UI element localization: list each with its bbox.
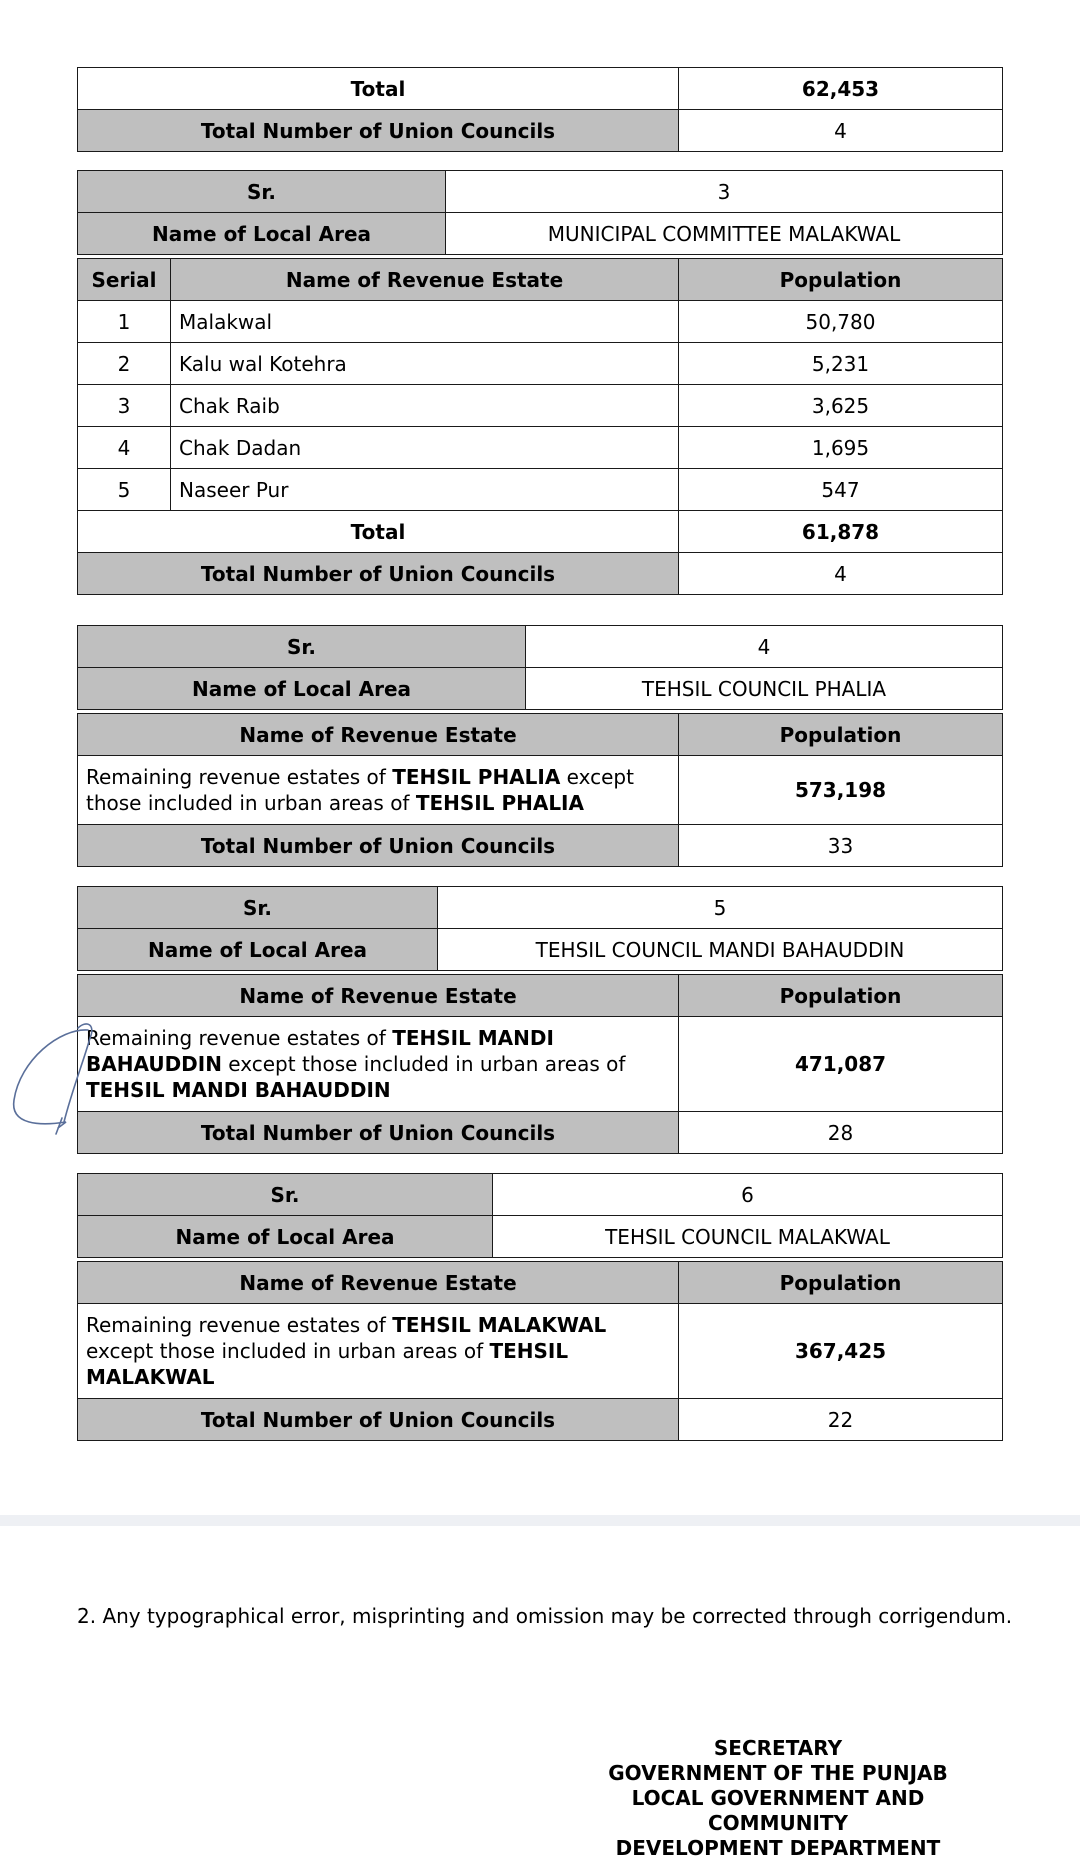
union-councils-row — [78, 1399, 1003, 1441]
estate-cell: Remaining revenue estates of TEHSIL MALAKWAL except those included in urban areas of TEHSIL MALAKWAL — [78, 1304, 679, 1399]
serial-cell: 5 — [78, 469, 171, 511]
population-cell: 3,625 — [679, 385, 1003, 427]
union-councils-row — [78, 1112, 1003, 1154]
sr-label: Sr. — [78, 626, 526, 668]
table-row — [78, 301, 1003, 343]
union-councils-row — [78, 553, 1003, 595]
local-area-value: TEHSIL COUNCIL MANDI BAHAUDDIN — [438, 929, 1003, 971]
population-header: Population — [679, 1262, 1003, 1304]
union-councils-value: 33 — [679, 825, 1003, 867]
population-cell: 573,198 — [679, 756, 1003, 825]
estate-cell: Remaining revenue estates of TEHSIL PHALIA except those included in urban areas of TEHSIL PHALIA — [78, 756, 679, 825]
block6-header-table — [77, 1173, 1003, 1258]
total-label: Total — [78, 511, 679, 553]
population-cell: 367,425 — [679, 1304, 1003, 1399]
local-area-value: MUNICIPAL COMMITTEE MALAKWAL — [446, 213, 1003, 255]
block4-estates-table — [77, 713, 1003, 867]
estate-header: Name of Revenue Estate — [171, 259, 679, 301]
estate-header: Name of Revenue Estate — [78, 975, 679, 1017]
population-cell: 5,231 — [679, 343, 1003, 385]
local-area-row — [78, 929, 1003, 971]
union-councils-value: 22 — [679, 1399, 1003, 1441]
estate-cell: Kalu wal Kotehra — [171, 343, 679, 385]
prev-block-table — [77, 67, 1003, 152]
union-councils-label: Total Number of Union Councils — [78, 110, 679, 152]
table-row — [78, 427, 1003, 469]
local-area-row — [78, 1216, 1003, 1258]
population-header: Population — [679, 975, 1003, 1017]
estate-cell: Remaining revenue estates of TEHSIL MANDI BAHAUDDIN except those included in urban areas of TEHSIL MANDI BAHAUDDIN — [78, 1017, 679, 1112]
corrigendum-note: 2. Any typographical error, misprinting and omission may be corrected through corrigendum. — [77, 1604, 1013, 1628]
estate-cell: Malakwal — [171, 301, 679, 343]
pen-mark-icon — [0, 1010, 110, 1140]
local-area-label: Name of Local Area — [78, 668, 526, 710]
local-area-label: Name of Local Area — [78, 1216, 493, 1258]
page-separator — [0, 1515, 1080, 1526]
sr-row — [78, 1174, 1003, 1216]
union-councils-label: Total Number of Union Councils — [78, 1112, 679, 1154]
sr-value: 3 — [446, 171, 1003, 213]
column-header-row — [78, 259, 1003, 301]
local-area-label: Name of Local Area — [78, 213, 446, 255]
signature-block — [560, 1736, 996, 1861]
table-row — [78, 385, 1003, 427]
block3-header-table — [77, 170, 1003, 255]
block6-estates-table — [77, 1261, 1003, 1441]
estate-header: Name of Revenue Estate — [78, 1262, 679, 1304]
column-header-row — [78, 1262, 1003, 1304]
sr-label: Sr. — [78, 1174, 493, 1216]
signature-line: DEVELOPMENT DEPARTMENT — [615, 1836, 941, 1860]
union-councils-value: 4 — [679, 110, 1003, 152]
serial-cell: 1 — [78, 301, 171, 343]
population-cell: 471,087 — [679, 1017, 1003, 1112]
estate-cell: Chak Raib — [171, 385, 679, 427]
population-cell: 1,695 — [679, 427, 1003, 469]
population-header: Population — [679, 714, 1003, 756]
total-value: 62,453 — [679, 68, 1003, 110]
table-row — [78, 343, 1003, 385]
population-cell: 50,780 — [679, 301, 1003, 343]
estate-cell: Chak Dadan — [171, 427, 679, 469]
local-area-label: Name of Local Area — [78, 929, 438, 971]
local-area-value: TEHSIL COUNCIL PHALIA — [526, 668, 1003, 710]
estate-header: Name of Revenue Estate — [78, 714, 679, 756]
sr-value: 4 — [526, 626, 1003, 668]
sr-label: Sr. — [78, 171, 446, 213]
total-value: 61,878 — [679, 511, 1003, 553]
table-row — [78, 756, 1003, 825]
sr-row — [78, 887, 1003, 929]
serial-cell: 4 — [78, 427, 171, 469]
union-councils-label: Total Number of Union Councils — [78, 825, 679, 867]
signature-line: LOCAL GOVERNMENT AND COMMUNITY — [631, 1786, 925, 1835]
column-header-row — [78, 714, 1003, 756]
local-area-row — [78, 213, 1003, 255]
sr-value: 6 — [493, 1174, 1003, 1216]
sr-value: 5 — [438, 887, 1003, 929]
block5-header-table — [77, 886, 1003, 971]
union-councils-row — [78, 110, 1003, 152]
serial-cell: 2 — [78, 343, 171, 385]
union-councils-label: Total Number of Union Councils — [78, 553, 679, 595]
serial-cell: 3 — [78, 385, 171, 427]
union-councils-value: 28 — [679, 1112, 1003, 1154]
signature-line: GOVERNMENT OF THE PUNJAB — [608, 1761, 948, 1785]
local-area-row — [78, 668, 1003, 710]
block3-estates-table — [77, 258, 1003, 595]
union-councils-value: 4 — [679, 553, 1003, 595]
table-row — [78, 1017, 1003, 1112]
total-label: Total — [78, 68, 679, 110]
column-header-row — [78, 975, 1003, 1017]
serial-header: Serial — [78, 259, 171, 301]
block4-header-table — [77, 625, 1003, 710]
table-row — [78, 469, 1003, 511]
population-header: Population — [679, 259, 1003, 301]
sr-row — [78, 171, 1003, 213]
total-row — [78, 511, 1003, 553]
signature-title: SECRETARY — [713, 1736, 843, 1760]
table-row — [78, 1304, 1003, 1399]
population-cell: 547 — [679, 469, 1003, 511]
local-area-value: TEHSIL COUNCIL MALAKWAL — [493, 1216, 1003, 1258]
union-councils-row — [78, 825, 1003, 867]
union-councils-label: Total Number of Union Councils — [78, 1399, 679, 1441]
estate-cell: Naseer Pur — [171, 469, 679, 511]
sr-label: Sr. — [78, 887, 438, 929]
block5-estates-table — [77, 974, 1003, 1154]
total-row — [78, 68, 1003, 110]
sr-row — [78, 626, 1003, 668]
